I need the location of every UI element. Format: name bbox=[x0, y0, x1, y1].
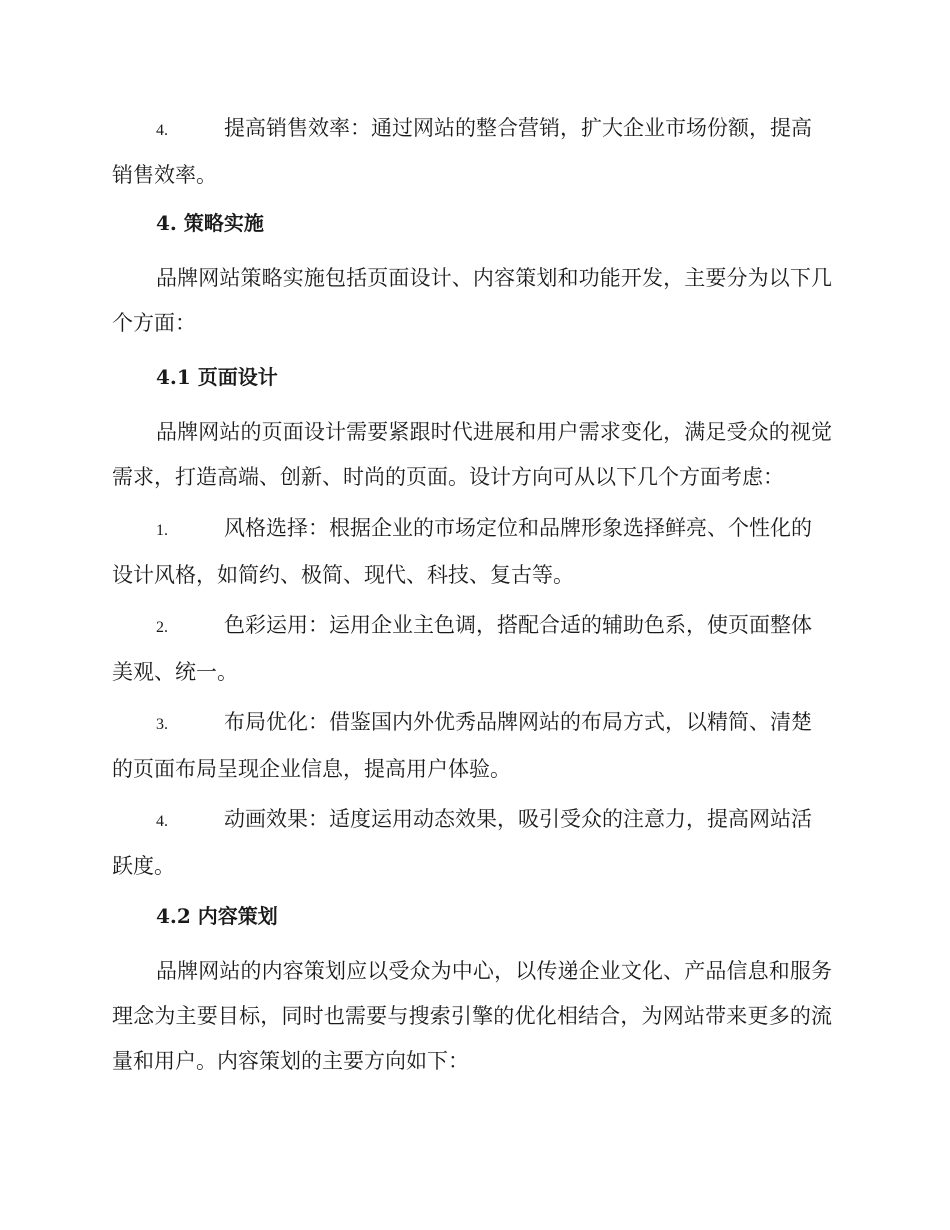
paragraph bbox=[112, 949, 832, 1084]
list-number: 4. bbox=[156, 122, 168, 139]
paragraph bbox=[112, 256, 832, 346]
list-item bbox=[112, 506, 832, 598]
section-heading: 4. 策略实施 bbox=[156, 211, 264, 235]
paragraph-text: 品牌网站策略实施包括页面设计、内容策划和功能开发，主要分为以下几个方面： bbox=[112, 266, 832, 335]
list-text: 风格选择：根据企业的市场定位和品牌形象选择鲜亮、个性化的设计风格，如简约、极简、现代、科技、复古等。 bbox=[112, 516, 812, 587]
list-number: 2. bbox=[156, 619, 168, 636]
list-text: 布局优化：借鉴国内外优秀品牌网站的布局方式，以精简、清楚的页面布局呈现企业信息，提高用户体验。 bbox=[112, 710, 812, 781]
list-number: 1. bbox=[156, 522, 168, 539]
list-text: 动画效果：适度运用动态效果，吸引受众的注意力，提高网站活跃度。 bbox=[112, 807, 812, 878]
paragraph-text: 品牌网站的页面设计需要紧跟时代进展和用户需求变化，满足受众的视觉需求，打造高端、创新、时尚的页面。设计方向可从以下几个方面考虑： bbox=[112, 420, 832, 489]
list-number: 4. bbox=[156, 813, 168, 830]
subsection-heading: 4.1 页面设计 bbox=[156, 365, 278, 389]
list-text: 色彩运用：运用企业主色调，搭配合适的辅助色系，使页面整体美观、统一。 bbox=[112, 613, 812, 684]
list-text: 提高销售效率：通过网站的整合营销，扩大企业市场份额，提高销售效率。 bbox=[112, 116, 812, 187]
list-item bbox=[112, 700, 832, 792]
list-item bbox=[112, 797, 832, 889]
list-item bbox=[112, 603, 832, 695]
list-item bbox=[112, 106, 832, 198]
paragraph-text: 品牌网站的内容策划应以受众为中心，以传递企业文化、产品信息和服务理念为主要目标，同时也需要与搜索引擎的优化相结合，为网站带来更多的流量和用户。内容策划的主要方向如下： bbox=[112, 959, 832, 1073]
subsection-heading: 4.2 内容策划 bbox=[156, 904, 278, 928]
list-number: 3. bbox=[156, 716, 168, 733]
paragraph bbox=[112, 410, 832, 500]
